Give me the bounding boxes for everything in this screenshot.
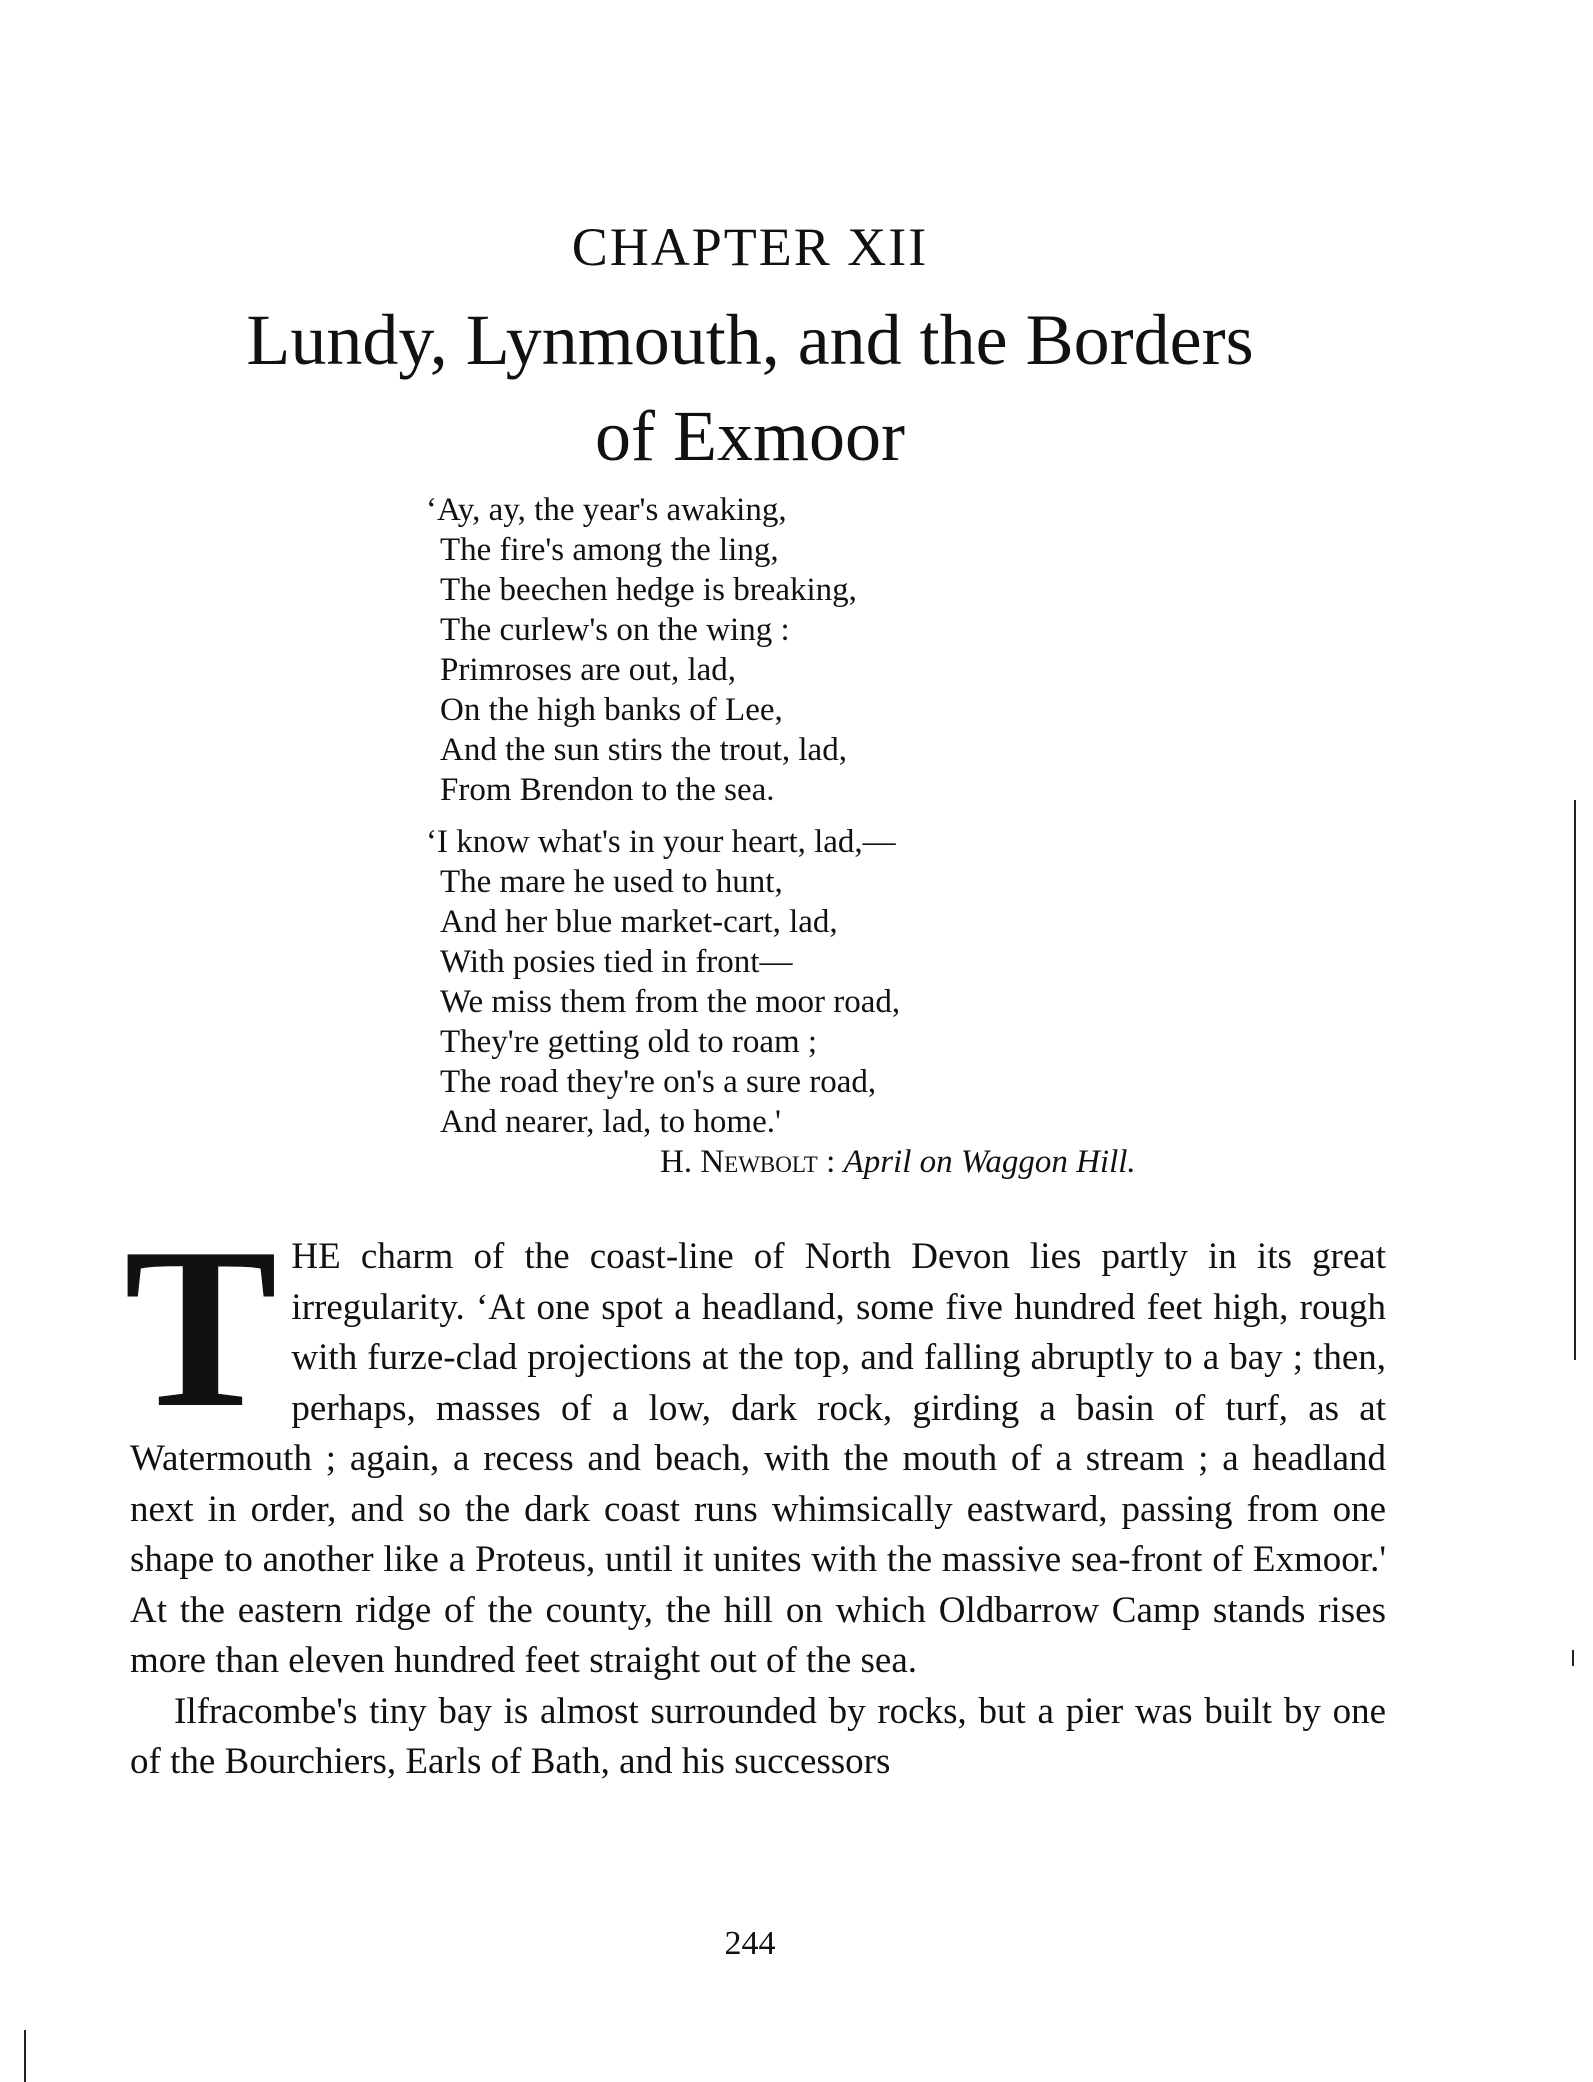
verse-line: We miss them from the moor road, [440,984,901,1020]
open-quote: ‘ [426,492,437,528]
verse-line: They're getting old to roam ; [440,1024,818,1060]
verse-line: And the sun stirs the trout, lad, [440,732,847,768]
verse-line: And nearer, lad, to home.' [440,1104,781,1140]
verse-line: On the high banks of Lee, [440,692,783,728]
epigraph-stanza-1 [426,490,1360,810]
attribution-work: April on Waggon Hill. [843,1144,1136,1180]
verse-line: ‘Ay, ay, the year's awaking, [426,492,787,528]
chapter-title-line-1: Lundy, Lynmouth, and the Borders [246,300,1254,380]
verse-line: The road they're on's a sure road, [440,1064,877,1100]
drop-cap: T [124,1200,278,1455]
epigraph-stanza-2 [426,822,1360,1182]
epigraph [426,490,1360,1194]
verse-line: The mare he used to hunt, [440,864,783,900]
paragraph-1 [124,1200,1386,1687]
verse-line: And her blue market-cart, lad, [440,904,838,940]
verse-line: With posies tied in front— [440,944,793,980]
chapter-title-line-2: of Exmoor [595,396,905,476]
scan-edge-mark [24,2030,26,2082]
epigraph-attribution: H. Newbolt : April on Waggon Hill. [660,1144,1136,1180]
scan-edge-mark [1572,1650,1574,1666]
chapter-heading: CHAPTER XII [571,217,929,277]
body-text [124,1200,1386,1788]
chapter-title [130,292,1370,484]
verse-line: The curlew's on the wing : [440,612,790,648]
paragraph-1-text: HE charm of the coast-line of North Devon lies partly in its great irregularity. ‘At one spot a headland, some five hundred feet high, rough with furze-clad projections at the top, and falling abruptly to a bay ; then, perhaps, masses of a low, dark rock, girding a basin of turf, as at Watermouth ; again, a recess and beach, with the mouth of a stream ; a headland next in order, and so the dark coast runs whimsically eastward, passing from one shape to another like a Proteus, until it unites with the massive sea-front of Exmoor.' At the eastern ridge of the county, the hill on which Oldbarrow Camp stands rises more than eleven hundred feet straight out of the sea. [130,1236,1386,1681]
verse-line: The beechen hedge is breaking, [440,572,857,608]
verse-line: From Brendon to the sea. [440,772,775,808]
attribution-author: H. Newbolt [660,1144,818,1180]
paragraph-2: Ilfracombe's tiny bay is almost surrounded by rocks, but a pier was built by one of the Bourchiers, Earls of Bath, and his successors [130,1690,1386,1782]
scan-edge-mark [1574,800,1576,1360]
verse-line: The fire's among the ling, [440,532,779,568]
page-number: 244 [724,1925,776,1962]
open-quote: ‘ [426,824,437,860]
verse-line: Primroses are out, lad, [440,652,737,688]
verse-line: ‘I know what's in your heart, lad,— [426,824,896,860]
